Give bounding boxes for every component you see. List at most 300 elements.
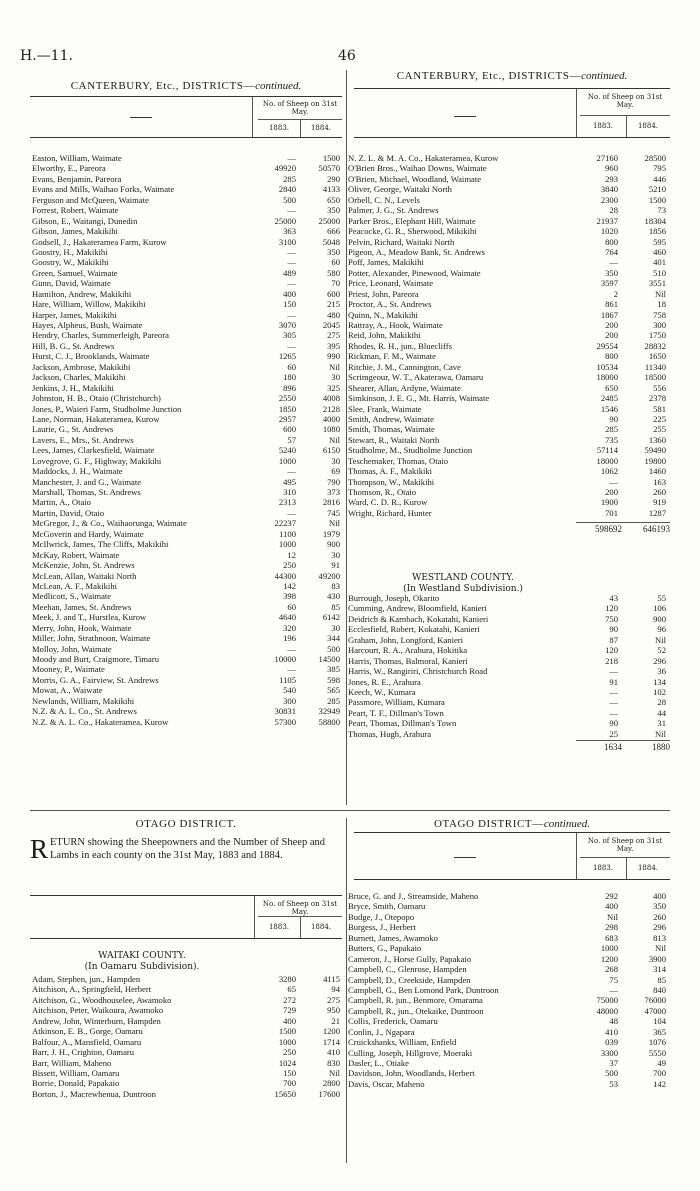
owner-name: Bruce, G. and J., Streamside, Maheno bbox=[348, 891, 479, 901]
table-row bbox=[32, 205, 342, 215]
table-row bbox=[348, 901, 670, 911]
table-row bbox=[348, 593, 670, 603]
table-row bbox=[348, 372, 670, 382]
sheep-1884: 950 bbox=[327, 1005, 340, 1016]
sheep-1884: 565 bbox=[327, 685, 340, 696]
table-row bbox=[32, 633, 342, 643]
table-row bbox=[348, 383, 670, 393]
table-row bbox=[348, 677, 670, 687]
sheep-1883: 1546 bbox=[600, 403, 618, 414]
sheep-1884: 285 bbox=[327, 695, 340, 706]
owner-name: McLean, Allan, Waitaki North bbox=[32, 570, 137, 581]
owner-name: Shearer, Allan, Ardyne, Waimate bbox=[348, 382, 461, 393]
sheep-1884: 919 bbox=[653, 497, 666, 508]
sheep-1884: 2128 bbox=[322, 403, 340, 414]
owner-name: Harper, James, Makikihi bbox=[32, 309, 117, 320]
sheep-1883: 3840 bbox=[600, 184, 618, 195]
table-row bbox=[348, 912, 670, 922]
sheep-1883: 150 bbox=[283, 1067, 296, 1078]
table-row bbox=[32, 477, 342, 487]
table-row bbox=[348, 687, 670, 697]
sheep-1884: 813 bbox=[653, 932, 666, 943]
table-row bbox=[32, 644, 342, 654]
owner-name: Goostry, W., Makikihi bbox=[32, 257, 109, 268]
table-row bbox=[348, 351, 670, 361]
owner-name: N. Z. L. & M. A. Co., Hakateramea, Kurow bbox=[348, 153, 499, 163]
sheep-1883: 293 bbox=[605, 173, 618, 184]
sheep-1884: 395 bbox=[327, 340, 340, 351]
sheep-1883: 120 bbox=[605, 603, 618, 614]
table-row bbox=[32, 341, 342, 351]
owner-name: Morris, G. A., Fairview, St. Andrews bbox=[32, 674, 159, 685]
owner-name: Ward, C. D. R., Kurow bbox=[348, 497, 428, 508]
sheep-1883: 250 bbox=[283, 560, 296, 571]
owner-name: Graham, John, Longford, Kanieri bbox=[348, 634, 464, 645]
owner-name: Mowat, A., Waiwate bbox=[32, 685, 103, 696]
owner-name: Slee, Frank, Waimate bbox=[348, 403, 422, 414]
table-row bbox=[348, 985, 670, 995]
table-row bbox=[348, 508, 670, 518]
sheep-1884: 4115 bbox=[323, 974, 340, 984]
sheep-1884: 49 bbox=[657, 1058, 666, 1068]
sheep-1884: 580 bbox=[327, 267, 340, 278]
table-row bbox=[32, 571, 342, 581]
canterbury-left-rows bbox=[32, 153, 342, 727]
owner-name: Thomas, Hugh, Arahura bbox=[348, 728, 432, 739]
table-row bbox=[348, 362, 670, 372]
sheep-1884: 36 bbox=[657, 666, 666, 677]
owner-name: Keech, W., Kumara bbox=[348, 686, 416, 697]
owner-name: Palmer, J. G., St. Andrews bbox=[348, 205, 439, 216]
owner-name: Pigeon, A., Meadow Bank, St. Andrews bbox=[348, 246, 486, 257]
sheep-1883: 600 bbox=[283, 424, 296, 435]
sheep-1884: 790 bbox=[327, 476, 340, 487]
year-1884: 1884. bbox=[637, 122, 659, 130]
sheep-1884: Nil bbox=[329, 518, 340, 529]
sheep-1883: 750 bbox=[605, 613, 618, 624]
table-row bbox=[32, 351, 342, 361]
table-row bbox=[32, 612, 342, 622]
table-row bbox=[348, 477, 670, 487]
table-row bbox=[348, 1027, 670, 1037]
sheep-1884: 500 bbox=[327, 643, 340, 654]
sheep-1884: 83 bbox=[331, 580, 340, 591]
owner-name: Davis, Oscar, Maheno bbox=[348, 1078, 425, 1089]
sheep-1884: 47000 bbox=[644, 1005, 666, 1016]
sheep-1883: — bbox=[287, 664, 296, 675]
owner-name: Cruickshanks, William, Enfield bbox=[348, 1037, 457, 1048]
owner-name: Hurst, C. J., Brooklands, Waimate bbox=[32, 351, 150, 362]
sheep-1884: 44 bbox=[657, 707, 666, 718]
sheep-1884: 85 bbox=[657, 974, 666, 985]
table-row bbox=[32, 393, 342, 403]
table-row bbox=[348, 195, 670, 205]
sheep-1883: 57300 bbox=[274, 716, 296, 727]
year-1883: 1883. bbox=[592, 122, 614, 130]
sheep-1884: 1500 bbox=[648, 194, 666, 205]
sheep-1883: — bbox=[287, 466, 296, 477]
sheep-1884: 400 bbox=[653, 891, 666, 901]
sheep-1883: 10534 bbox=[596, 361, 618, 372]
owner-name: Borrie, Donald, Papakaio bbox=[32, 1078, 120, 1089]
sheep-1883: 2550 bbox=[278, 393, 296, 404]
sheep-1884: 4133 bbox=[322, 184, 340, 195]
sheep-1884: 102 bbox=[653, 686, 666, 697]
westland-title: WESTLAND COUNTY. bbox=[412, 573, 514, 583]
table-row bbox=[348, 729, 670, 739]
sheep-1883: 48 bbox=[609, 1016, 618, 1027]
center-divider-lower bbox=[346, 818, 347, 1163]
sheep-1883: 320 bbox=[283, 622, 296, 633]
sheep-1884: 5210 bbox=[648, 184, 666, 195]
owner-name: Peacocke, G. R., Sherwood, Mikikihi bbox=[348, 226, 477, 237]
table-row bbox=[32, 529, 342, 539]
owner-name: Studholme, M., Studholme Junction bbox=[348, 445, 473, 456]
sheep-1883: 500 bbox=[283, 194, 296, 205]
owner-name: Passmore, William, Kumara bbox=[348, 697, 445, 708]
sheep-header: No. of Sheep on 31st May. bbox=[262, 100, 338, 116]
waitaki-subtitle: (In Oamaru Subdivision). bbox=[84, 962, 200, 972]
table-row bbox=[348, 933, 670, 943]
table-row bbox=[348, 257, 670, 267]
table-row bbox=[32, 539, 342, 549]
table-row bbox=[348, 995, 670, 1005]
center-divider bbox=[346, 70, 347, 805]
table-row bbox=[348, 1058, 670, 1068]
owner-name: Conlin, J., Ngapara bbox=[348, 1026, 415, 1037]
page-code: H.—11. bbox=[20, 48, 73, 64]
sheep-1884: 3551 bbox=[648, 278, 666, 289]
table-row bbox=[32, 195, 342, 205]
owner-name: Manchester, J. and G., Waimate bbox=[32, 476, 142, 487]
owner-name: Simkinson, J. E. G., Mt. Harris, Waimate bbox=[348, 393, 490, 404]
owner-name: Jones, R. E., Arahura bbox=[348, 676, 421, 687]
sheep-1883: 75 bbox=[609, 974, 618, 985]
table-row bbox=[348, 1048, 670, 1058]
sheep-1883: 764 bbox=[605, 246, 618, 257]
sheep-1884: 581 bbox=[653, 403, 666, 414]
owner-name: Aitchison, A., Springfield, Herbert bbox=[32, 984, 152, 995]
sheep-1884: Nil bbox=[329, 434, 340, 445]
owner-name: Molloy, John, Waimate bbox=[32, 643, 112, 654]
sheep-1883: 285 bbox=[605, 424, 618, 435]
table-row bbox=[348, 1068, 670, 1078]
owner-name: Marshall, Thomas, St. Andrews bbox=[32, 487, 141, 497]
owner-name: Martin, David, Otaio bbox=[32, 507, 105, 518]
owner-name: McGregor, J., & Co., Waihaorunga, Waimate bbox=[32, 518, 187, 529]
sheep-1883: 200 bbox=[605, 487, 618, 497]
table-row bbox=[348, 1037, 670, 1047]
sheep-1883: 75000 bbox=[596, 995, 618, 1006]
table-row bbox=[348, 414, 670, 424]
sheep-1884: 73 bbox=[657, 205, 666, 216]
owner-name: Moody and Burt, Craigmore, Timaru bbox=[32, 654, 159, 664]
column-header bbox=[354, 88, 670, 138]
table-row bbox=[348, 310, 670, 320]
owner-name: Medlicott, S., Waimate bbox=[32, 591, 112, 602]
table-row bbox=[32, 330, 342, 340]
owner-name: Budge, J., Otepopo bbox=[348, 911, 415, 922]
sheep-1883: — bbox=[609, 476, 618, 487]
sheep-1883: 735 bbox=[605, 434, 618, 445]
owner-name: Jenkins, J. H., Makikihi bbox=[32, 382, 114, 393]
sheep-1884: 598 bbox=[327, 674, 340, 685]
sheep-1884: 314 bbox=[653, 964, 666, 975]
table-row bbox=[348, 445, 670, 455]
owner-name: Lavers, E., Mrs., St. Andrews bbox=[32, 434, 134, 445]
owner-name: Hare, William, Willow, Makikihi bbox=[32, 299, 146, 310]
sheep-1883: 1105 bbox=[279, 674, 296, 685]
sheep-1883: 298 bbox=[605, 922, 618, 933]
sheep-1884: 275 bbox=[327, 330, 340, 341]
table-row bbox=[348, 1079, 670, 1089]
owner-name: Evans and Mills, Waihao Forks, Waimate bbox=[32, 184, 175, 195]
owner-name: Scrimgeour, W. T., Akaterawa, Oamaru bbox=[348, 372, 484, 383]
table-row bbox=[32, 445, 342, 455]
sheep-1883: 1100 bbox=[279, 528, 296, 539]
sheep-1884: 14500 bbox=[318, 654, 340, 664]
table-row bbox=[348, 289, 670, 299]
sheep-1884: 1076 bbox=[648, 1037, 666, 1048]
sheep-1883: 44300 bbox=[274, 570, 296, 581]
owner-name: Campbell, R., jun., Otekaike, Duntroon bbox=[348, 1005, 484, 1016]
table-row bbox=[348, 424, 670, 434]
sheep-1884: 28500 bbox=[644, 153, 666, 163]
owner-name: Collis, Frederick, Oamaru bbox=[348, 1016, 438, 1027]
sheep-1884: 1650 bbox=[648, 351, 666, 362]
otago-left-rows bbox=[32, 974, 342, 1099]
canterbury-right-rows bbox=[348, 153, 670, 518]
sheep-1883: 729 bbox=[283, 1005, 296, 1016]
sheep-1884: 59490 bbox=[644, 445, 666, 456]
table-row bbox=[32, 184, 342, 194]
sheep-1883: 400 bbox=[283, 288, 296, 299]
westland-total-1884: 1880 bbox=[652, 742, 670, 752]
sheep-1883: 28 bbox=[609, 205, 618, 216]
sheep-1883: 53 bbox=[609, 1078, 618, 1089]
table-row bbox=[348, 645, 670, 655]
owner-name: Quinn, N., Makikihi bbox=[348, 309, 418, 320]
owner-name: Jackson, Ambrose, Makikihi bbox=[32, 361, 131, 372]
owner-name: Hayes, Alpheus, Bush, Waimate bbox=[32, 320, 143, 330]
table-row bbox=[348, 697, 670, 707]
sheep-1883: 2313 bbox=[278, 497, 296, 508]
table-row bbox=[32, 1089, 342, 1099]
table-row bbox=[348, 330, 670, 340]
table-row bbox=[348, 163, 670, 173]
sheep-1883: 1062 bbox=[600, 466, 618, 477]
table-row bbox=[32, 518, 342, 528]
table-row bbox=[32, 466, 342, 476]
sheep-1883: 310 bbox=[283, 487, 296, 497]
column-header bbox=[30, 96, 342, 138]
owner-name: Orbell, C. N., Levels bbox=[348, 194, 420, 205]
owner-name: Johnston, H. B., Otaio (Christchurch) bbox=[32, 393, 161, 404]
owner-name: Andrew, John, Winterburn, Hampden bbox=[32, 1015, 161, 1026]
otago-intro bbox=[30, 836, 342, 862]
sheep-1883: 800 bbox=[605, 236, 618, 247]
sheep-1883: 5240 bbox=[278, 445, 296, 456]
table-row bbox=[348, 174, 670, 184]
table-row bbox=[32, 226, 342, 236]
sheep-1883: 1850 bbox=[278, 403, 296, 414]
sheep-1883: — bbox=[609, 984, 618, 995]
sheep-1884: 60 bbox=[331, 257, 340, 268]
sheep-1884: 446 bbox=[653, 173, 666, 184]
sheep-1884: 58800 bbox=[318, 716, 340, 727]
sheep-1883: 1500 bbox=[278, 1026, 296, 1037]
sheep-1884: 344 bbox=[327, 633, 340, 644]
sheep-1883: 3300 bbox=[600, 1047, 618, 1058]
table-row bbox=[32, 1037, 342, 1047]
table-row bbox=[348, 614, 670, 624]
table-row bbox=[32, 257, 342, 267]
sheep-1884: Nil bbox=[655, 728, 666, 739]
sheep-1883: 91 bbox=[609, 676, 618, 687]
sheep-1884: 700 bbox=[653, 1068, 666, 1079]
table-row bbox=[348, 153, 670, 163]
owner-name: Merry, John, Hook, Waimate bbox=[32, 622, 132, 633]
sheep-1883: — bbox=[609, 257, 618, 268]
owner-name: Borton, J., Macrewhenua, Duntroon bbox=[32, 1088, 156, 1099]
sheep-1884: 300 bbox=[653, 320, 666, 330]
owner-name: Lane, Norman, Hakateramea, Kurow bbox=[32, 413, 160, 424]
sheep-1883: 489 bbox=[283, 267, 296, 278]
owner-name: Smith, Thomas, Waimate bbox=[348, 424, 435, 435]
owner-name: McGoverin and Hardy, Waimate bbox=[32, 528, 144, 539]
table-row bbox=[348, 964, 670, 974]
sheep-1883: 272 bbox=[283, 994, 296, 1005]
sheep-1883: 540 bbox=[283, 685, 296, 696]
year-1884: 1884. bbox=[310, 124, 332, 132]
table-row bbox=[32, 153, 342, 163]
table-row bbox=[32, 372, 342, 382]
westland-subtitle: (In Westland Subdivision.) bbox=[403, 584, 523, 594]
sheep-1884: 1714 bbox=[322, 1036, 340, 1047]
table-row bbox=[32, 174, 342, 184]
waitaki-title: WAITAKI COUNTY. bbox=[98, 951, 186, 961]
page-number: 46 bbox=[338, 48, 356, 64]
owner-name: Price, Leonard, Waimate bbox=[348, 278, 434, 289]
owner-name: Lees, James, Clarkesfield, Waimate bbox=[32, 445, 155, 456]
table-row bbox=[32, 268, 342, 278]
owner-name: Thompson, W., Makikihi bbox=[348, 476, 435, 487]
sheep-1884: 5048 bbox=[322, 236, 340, 247]
sheep-1884: 11340 bbox=[644, 361, 666, 372]
owner-name: Evans, Benjamin, Pareora bbox=[32, 173, 122, 184]
owner-name: Smith, Andrew, Waimate bbox=[348, 413, 434, 424]
sheep-1883: — bbox=[609, 666, 618, 677]
column-header bbox=[354, 832, 670, 880]
sheep-1883: 49920 bbox=[274, 163, 296, 174]
owner-name: Reid, John, Makikihi bbox=[348, 330, 421, 341]
sheep-1884: 49200 bbox=[318, 570, 340, 581]
sheep-1884: 17600 bbox=[318, 1088, 340, 1099]
table-row bbox=[32, 247, 342, 257]
table-row bbox=[32, 696, 342, 706]
sheep-1883: — bbox=[609, 686, 618, 697]
owner-name: Balfour, A., Mansfield, Oamaru bbox=[32, 1036, 142, 1047]
sheep-1884: 840 bbox=[653, 984, 666, 995]
sheep-1884: 2800 bbox=[322, 1078, 340, 1089]
owner-name: Potter, Alexander, Pinewood, Waimate bbox=[348, 267, 481, 278]
sheep-1884: 365 bbox=[653, 1026, 666, 1037]
sheep-1883: 10000 bbox=[274, 654, 296, 664]
table-row bbox=[32, 623, 342, 633]
sheep-1883: 2 bbox=[613, 288, 618, 299]
table-row bbox=[348, 635, 670, 645]
table-row bbox=[348, 954, 670, 964]
sheep-1883: 363 bbox=[283, 226, 296, 237]
owner-name: Green, Samuel, Waimate bbox=[32, 267, 118, 278]
sheep-1883: — bbox=[287, 278, 296, 289]
owner-name: Peart, T. F., Dillman's Town bbox=[348, 707, 444, 718]
table-row bbox=[348, 226, 670, 236]
sheep-1883: — bbox=[287, 309, 296, 320]
table-row bbox=[348, 718, 670, 728]
owner-name: Gibson, James, Makikihi bbox=[32, 226, 118, 237]
sheep-1884: 350 bbox=[653, 901, 666, 912]
sheep-1884: 260 bbox=[653, 911, 666, 922]
owner-name: Barr, J. H., Crighton, Oamaru bbox=[32, 1047, 135, 1058]
owner-name: Pelvin, Richard, Waitaki North bbox=[348, 236, 455, 247]
sheep-1883: 2300 bbox=[600, 194, 618, 205]
sheep-1884: 163 bbox=[653, 476, 666, 487]
sheep-1883: 285 bbox=[283, 173, 296, 184]
sheep-1883: 200 bbox=[605, 320, 618, 330]
sheep-header: No. of Sheep on 31st May. bbox=[587, 837, 663, 853]
sheep-1884: 600 bbox=[327, 288, 340, 299]
sheep-1883: 400 bbox=[605, 901, 618, 912]
sheep-1884: Nil bbox=[329, 361, 340, 372]
panel-title: CANTERBURY, Etc., DISTRICTS—continued. bbox=[70, 80, 302, 92]
owner-name: Jackson, Charles, Makikihi bbox=[32, 372, 126, 383]
sheep-1884: 25000 bbox=[318, 215, 340, 226]
table-row bbox=[348, 708, 670, 718]
sheep-1884: 96 bbox=[657, 624, 666, 635]
owner-name: O'Brien Bros., Waihao Downs, Waimate bbox=[348, 163, 487, 174]
sheep-1883: 268 bbox=[605, 964, 618, 975]
table-row bbox=[348, 1016, 670, 1026]
owner-name: Hill, B. G., St. Andrews bbox=[32, 340, 115, 351]
sheep-1884: 296 bbox=[653, 922, 666, 933]
sheep-1883: 25 bbox=[609, 728, 618, 739]
otago-right-rows bbox=[348, 891, 670, 1089]
table-row bbox=[348, 278, 670, 288]
owner-name: Harcourt, R. A., Arahura, Hokitika bbox=[348, 645, 468, 656]
sheep-1883: 2485 bbox=[600, 393, 618, 404]
sheep-1883: 3280 bbox=[278, 974, 296, 984]
owner-name: Aitchison, Peter, Waikoura, Awamoko bbox=[32, 1005, 164, 1016]
table-row bbox=[348, 247, 670, 257]
owner-name: Laurie, G., St. Andrews bbox=[32, 424, 114, 435]
owner-name: Godsell, J., Hakateramea Farm, Kurow bbox=[32, 236, 167, 247]
owner-name: Harris, Thomas, Balmoral, Kanieri bbox=[348, 655, 468, 666]
sheep-1883: 43 bbox=[609, 593, 618, 603]
sheep-1884: 556 bbox=[653, 382, 666, 393]
table-row bbox=[32, 320, 342, 330]
sheep-1883: 1024 bbox=[278, 1057, 296, 1068]
table-row bbox=[32, 591, 342, 601]
table-row bbox=[32, 654, 342, 664]
table-row bbox=[348, 497, 670, 507]
owner-name: Campbell, D., Creekside, Hampden bbox=[348, 974, 471, 985]
sheep-1884: 76000 bbox=[644, 995, 666, 1006]
table-row bbox=[32, 602, 342, 612]
table-row bbox=[348, 487, 670, 497]
sheep-1883: 701 bbox=[605, 507, 618, 518]
table-row bbox=[32, 299, 342, 309]
